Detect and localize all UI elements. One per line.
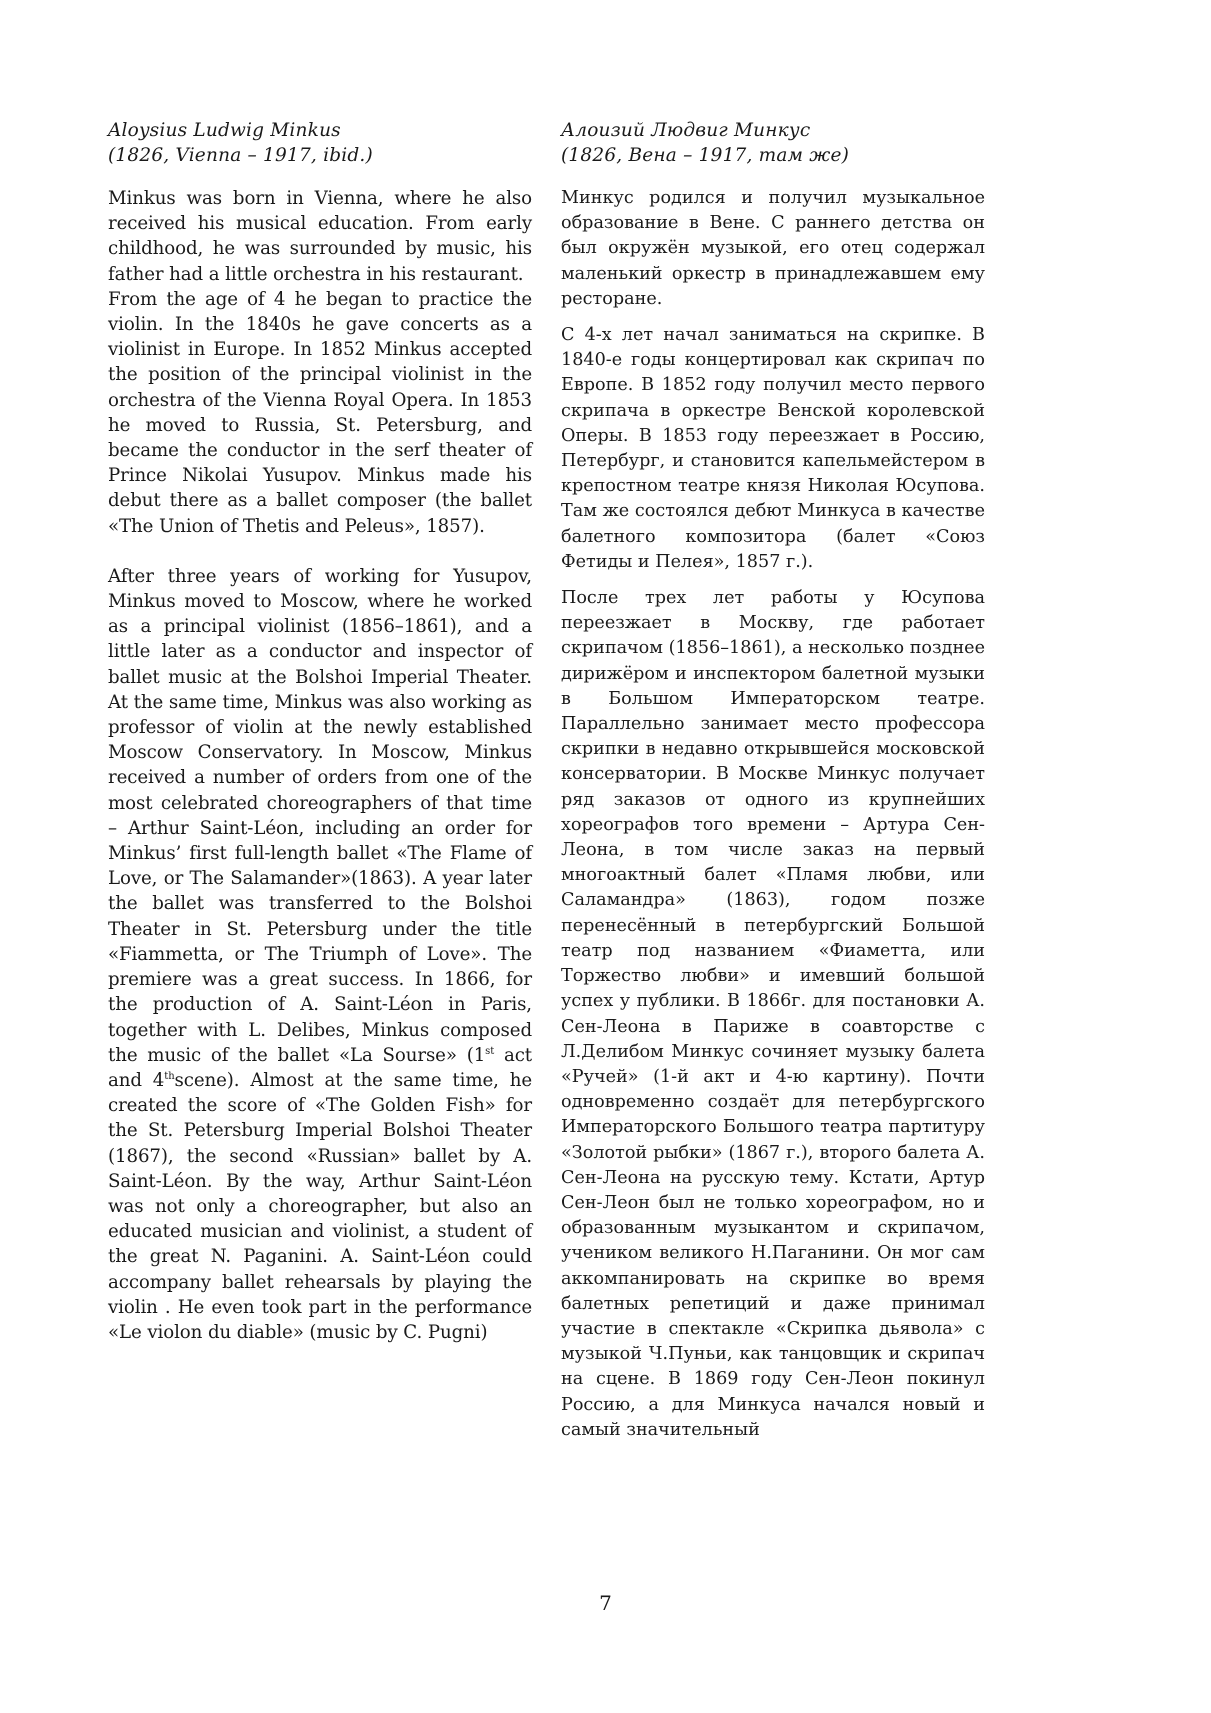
english-heading <box>108 118 532 168</box>
english-paragraph-3-part-c: scene). Almost at the same time, he created the score of «The Golden Fish» for the St. Petersburg Imperial Bolshoi Theater (1867), the second «Russian» ballet by A. Saint-Léon. By the way, Arthur Saint-Léon was not only a choreographer, but also an educated musician and violinist, a student of the great N. Paganini. A. Saint-Léon could accompany ballet rehearsals by playing the violin . He even took part in the performance «Le violon du diable» (music by C. Pugni) <box>108 1069 532 1343</box>
english-column <box>108 118 532 1345</box>
russian-heading <box>561 118 985 168</box>
english-heading-name: Aloysius Ludwig Minkus <box>108 120 341 141</box>
english-heading-dates: (1826, Vienna – 1917, ibid.) <box>108 145 373 166</box>
russian-heading-name: Алоизий Людвиг Минкус <box>561 120 811 141</box>
english-paragraph-3-part-b: act and 4 <box>108 1044 532 1091</box>
superscript-th: th <box>164 1070 175 1082</box>
russian-paragraph-1: Минкус родился и получил музыкальное образование в Вене. С раннего детства он был окружён музыкой, его отец содержал маленький оркестр в принадлежавшем ему ресторане. <box>561 188 985 309</box>
russian-heading-dates: (1826, Вена – 1917, там же) <box>561 145 850 166</box>
english-paragraph-2: From the age of 4 he began to practice the violin. In the 1840s he gave concerts as a violinist in Europe. In 1852 Minkus accepted the position of the principal violinist in the orchestra of the Vienna Royal Opera. In 1853 he moved to Russia, St. Petersburg, and became the conductor in the serf theater of Prince Nikolai Yusupov. Minkus made his debut there as a ballet composer (the ballet «The Union of Thetis and Peleus», 1857). <box>108 288 532 537</box>
page-number: 7 <box>599 1591 612 1615</box>
russian-paragraph-3: После трех лет работы у Юсупова переезжает в Москву, где работает скрипачом (1856–1861), а несколько позднее дирижёром и инспектором балетной музыки в Большом Императорском театре. Параллельно занимает место профессора скрипки в недавно открывшейся московской консерватории. В Москве Минкус получает ряд заказов от одного из крупнейших хореографов того времени – Артура Сен-Леона, в том числе заказ на первый многоактный балет «Пламя любви, или Саламандра» (1863), годом позже перенесённый в петербургский Большой театр под названием «Фиаметта, или Торжество любви» и имевший большой успех у публики. В 1866г. для постановки А. Сен-Леона в Париже в соавторстве с Л.Делибом Минкус сочиняет музыку балета «Ручей» (1-й акт и 4-ю картину). Почти одновременно создаёт для петербургского Императорского Большого театра партитуру «Золотой рыбки» (1867 г.), второго балета А. Сен-Леона на русскую тему. Кстати, Артур Сен-Леон был не только хореографом, но и образованным музыкантом и скрипачом, учеником великого Н.Паганини. Он мог сам аккомпанировать на скрипке во время балетных репетиций и даже принимал участие в спектакле «Скрипка дьявола» с музыкой Ч.Пуньи, как танцовщик и скрипач на сцене. В 1869 году Сен-Леон покинул Россию, а для Минкуса начался новый и самый значительный <box>561 588 985 1440</box>
english-paragraph-1: Minkus was born in Vienna, where he also received his musical education. From early childhood, he was surrounded by music, his father had a little orchestra in his restaurant. <box>108 188 532 285</box>
russian-paragraph-2: С 4-х лет начал заниматься на скрипке. В 1840-е годы концертировал как скрипач по Европе. В 1852 году получил место первого скрипача в оркестре Венской королевской Оперы. В 1853 году переезжает в Россию, Петербург, и становится капельмейстером в крепостном театре князя Николая Юсупова. Там же состоялся дебют Минкуса в качестве балетного композитора (балет «Союз Фетиды и Пелея», 1857 г.). <box>561 325 985 572</box>
russian-column <box>561 118 985 1443</box>
english-paragraph-3-part-a: After three years of working for Yusupov, Minkus moved to Moscow, where he worked as a principal violinist (1856–1861), and a little later as a conductor and inspector of ballet music at the Bolshoi Imperial Theater. At the same time, Minkus was also working as professor of violin at the newly established Moscow Conservatory. In Moscow, Minkus received a number of orders from one of the most celebrated choreographers of that time – Arthur Saint-Léon, including an order for Minkus’ first full-length ballet «The Flame of Love, or The Salamander»(1863). A year later the ballet was transferred to the Bolshoi Theater in St. Petersburg under the title «Fiammetta, or The Triumph of Love». The premiere was a great success. In 1866, for the production of A. Saint-Léon in Paris, together with L. Delibes, Minkus composed the music of the ballet «La Sourse» (1 <box>108 565 532 1066</box>
superscript-st: st <box>485 1045 495 1057</box>
english-paragraph-3 <box>108 564 532 1345</box>
